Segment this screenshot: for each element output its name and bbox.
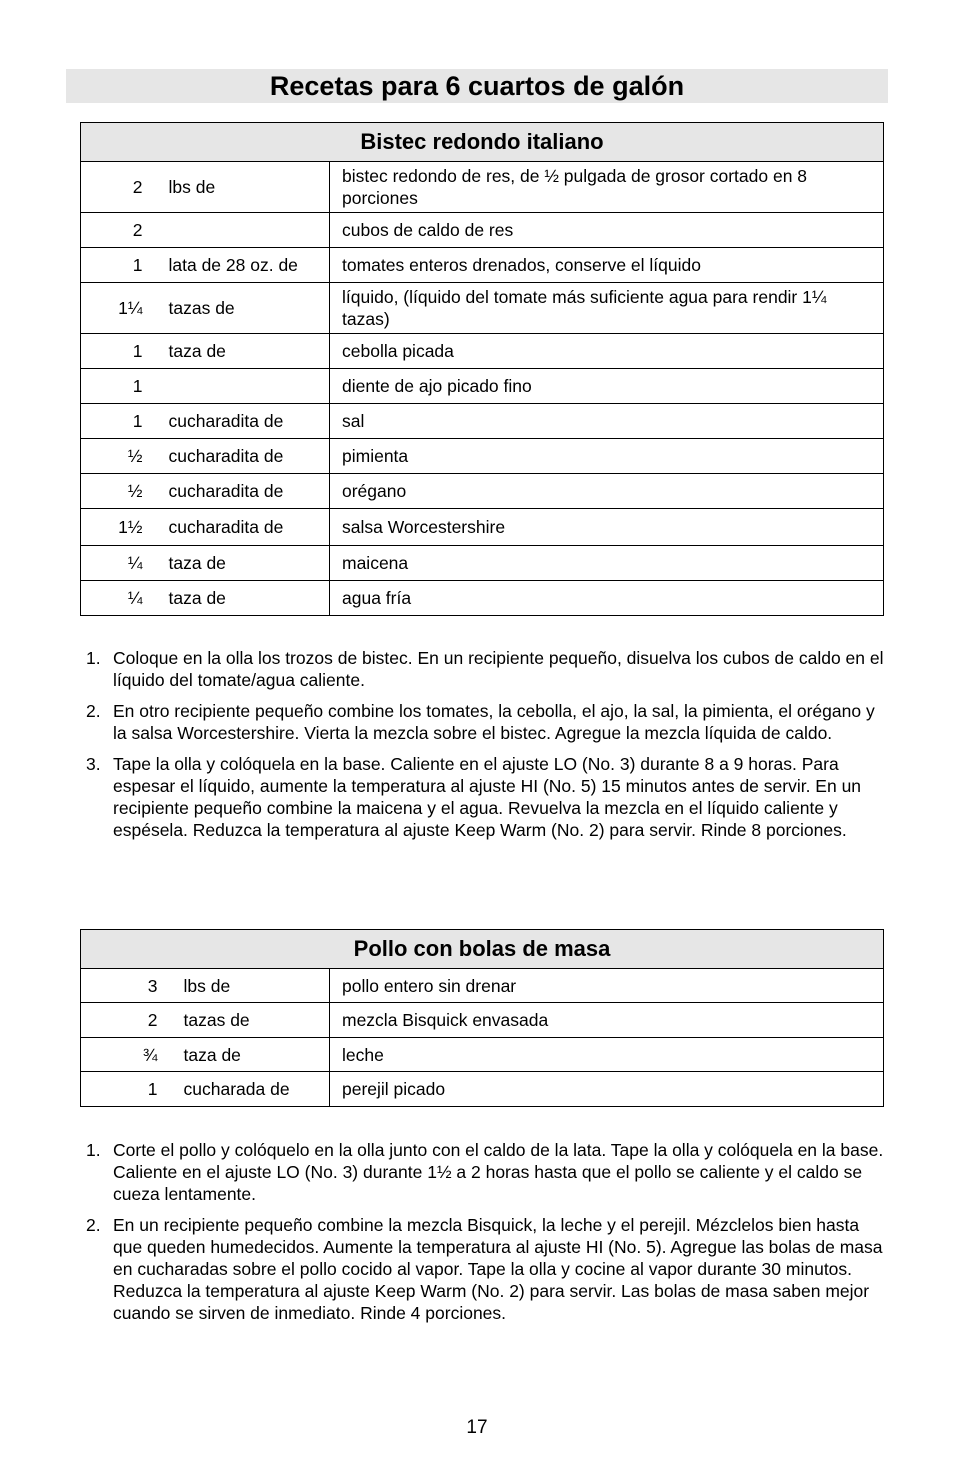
ingredient-unit: tazas de [164,1003,330,1038]
ingredient-unit: cucharada de [164,1072,330,1107]
instruction-step [86,753,886,841]
ingredient-unit: tazas de [149,283,330,334]
ingredient-row [81,581,884,616]
ingredient-row [81,369,884,404]
ingredient-quantity: 2 [81,1003,164,1038]
ingredient-unit: cucharadita de [149,404,330,439]
ingredient-quantity: ½ [81,474,149,509]
ingredient-name: bistec redondo de res, de ½ pulgada de grosor cortado en 8 porciones [330,162,884,213]
ingredient-row [81,334,884,369]
ingredient-quantity: 1 [81,404,149,439]
step-number: 1. [86,648,101,668]
ingredient-name: diente de ajo picado fino [330,369,884,404]
ingredient-unit: taza de [149,581,330,616]
ingredient-row [81,404,884,439]
ingredient-quantity: ¼ [81,581,149,616]
ingredient-name: maicena [330,546,884,581]
ingredient-name: sal [330,404,884,439]
ingredient-quantity: 1 [81,248,149,283]
step-text: En otro recipiente pequeño combine los tomates, la cebolla, el ajo, la sal, la pimienta, el orégano y la salsa Worcestershire. Vierta la mezcla sobre el bistec. Agregue la mezcla líquida de caldo. [113,701,875,743]
ingredient-quantity: ¼ [81,546,149,581]
instruction-step [86,700,886,744]
instruction-step [86,1139,886,1205]
instructions-list [86,1139,886,1333]
ingredient-row [81,439,884,474]
ingredient-unit: taza de [164,1038,330,1072]
page-number: 17 [466,1417,488,1438]
ingredient-name: leche [330,1038,884,1072]
ingredient-quantity: 2 [81,162,149,213]
ingredient-name: mezcla Bisquick envasada [330,1003,884,1038]
ingredient-quantity: 1½ [81,509,149,546]
ingredient-name: cebolla picada [330,334,884,369]
ingredient-name: pimienta [330,439,884,474]
ingredients-table [80,122,884,616]
ingredient-quantity: ¾ [81,1038,164,1072]
ingredient-row [81,248,884,283]
ingredient-unit [149,369,330,404]
ingredient-name: perejil picado [330,1072,884,1107]
ingredient-quantity: 1 [81,334,149,369]
ingredient-row [81,546,884,581]
instructions-list [86,647,886,850]
ingredient-name: tomates enteros drenados, conserve el líquido [330,248,884,283]
ingredient-name: cubos de caldo de res [330,213,884,248]
step-number: 2. [86,701,101,721]
recipe-title: Bistec redondo italiano [81,123,884,162]
ingredient-name: orégano [330,474,884,509]
ingredient-row [81,474,884,509]
ingredient-row [81,283,884,334]
ingredient-row [81,509,884,546]
ingredient-unit: cucharadita de [149,509,330,546]
ingredient-row [81,162,884,213]
step-text: Tape la olla y colóquela en la base. Caliente en el ajuste LO (No. 3) durante 8 a 9 horas. Para espesar el líquido, aumente la temperatura al ajuste HI (No. 5) 15 minutos antes de servir. En un recipiente pequeño combine la maicena y el agua. Revuelva la mezcla en el líquido caliente y espésela. Reduzca la temperatura al ajuste Keep Warm (No. 2) para servir. Rinde 8 porciones. [113,754,862,840]
step-number: 1. [86,1140,101,1160]
step-text: Coloque en la olla los trozos de bistec. En un recipiente pequeño, disuelva los cubos de caldo en el líquido del tomate/agua caliente. [113,648,884,690]
ingredient-unit: taza de [149,334,330,369]
ingredient-name: líquido, (líquido del tomate más suficiente agua para rendir 1¼ tazas) [330,283,884,334]
ingredient-quantity: 1 [81,369,149,404]
step-number: 2. [86,1215,101,1235]
recipe-title: Pollo con bolas de masa [81,930,884,969]
ingredient-row [81,969,884,1003]
step-text: En un recipiente pequeño combine la mezcla Bisquick, la leche y el perejil. Mézclelos bien hasta que queden humedecidos. Aumente la temperatura al ajuste HI (No. 5). Agregue las bolas de masa en cucharadas sobre el pollo cocido al vapor. Tape la olla y cocine al vapor durante 30 minutos. Reduzca la temperatura al ajuste Keep Warm (No. 2) para servir. Las bolas de masa saben mejor cuando se sirven de inmediato. Rinde 4 porciones. [113,1215,883,1323]
ingredient-unit [149,213,330,248]
ingredient-row [81,1003,884,1038]
ingredient-row [81,213,884,248]
step-text: Corte el pollo y colóquelo en la olla junto con el caldo de la lata. Tape la olla y colóquela en la base. Caliente en el ajuste LO (No. 3) durante 1½ a 2 horas hasta que el pollo se caliente y el caldo se cueza lentamente. [113,1140,884,1204]
ingredient-name: agua fría [330,581,884,616]
ingredient-quantity: 1 [81,1072,164,1107]
ingredient-row [81,1072,884,1107]
ingredient-row [81,1038,884,1072]
ingredient-name: pollo entero sin drenar [330,969,884,1003]
step-number: 3. [86,754,101,774]
instruction-step [86,647,886,691]
page-title: Recetas para 6 cuartos de galón [66,69,888,103]
instruction-step [86,1214,886,1324]
ingredient-unit: lbs de [164,969,330,1003]
ingredient-unit: taza de [149,546,330,581]
ingredient-unit: cucharadita de [149,439,330,474]
ingredient-unit: lbs de [149,162,330,213]
ingredient-name: salsa Worcestershire [330,509,884,546]
ingredient-quantity: 3 [81,969,164,1003]
ingredients-table [80,929,884,1107]
ingredient-quantity: ½ [81,439,149,474]
ingredient-quantity: 1¼ [81,283,149,334]
ingredient-quantity: 2 [81,213,149,248]
ingredient-unit: cucharadita de [149,474,330,509]
ingredient-unit: lata de 28 oz. de [149,248,330,283]
